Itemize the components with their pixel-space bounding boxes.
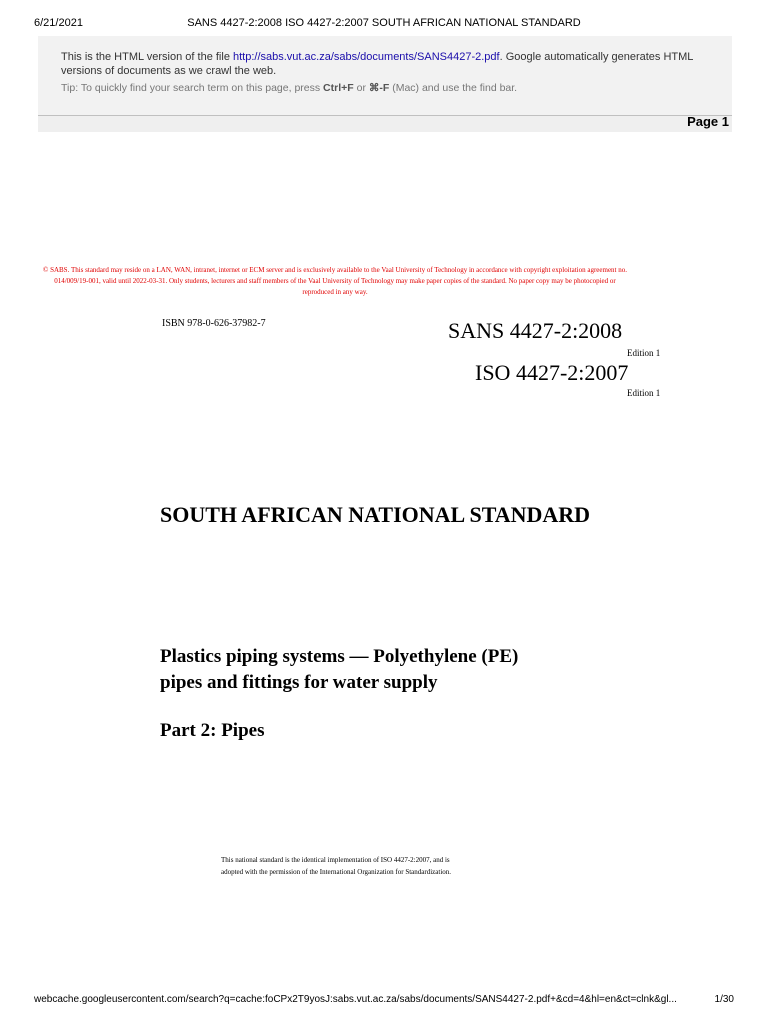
sans-number: SANS 4427-2:2008 [448, 318, 623, 343]
tip-key-cmd-f: ⌘-F [368, 82, 390, 94]
adoption-line-2: adopted with the permission of the International Organization for Standardization. [221, 868, 452, 876]
cache-banner-tip [61, 82, 517, 94]
iso-number: ISO 4427-2:2007 [475, 360, 629, 385]
tip-prefix: Tip: To quickly find your search term on this page, press [61, 82, 324, 94]
cache-banner-suffix: . Google automatically generates HTML versions of documents as we crawl the web. [61, 51, 694, 77]
adoption-statement [221, 854, 451, 878]
print-footer-url: webcache.googleusercontent.com/search?q=cache:foCPx2T9yosJ:sabs.vut.ac.za/sabs/documents/SANS4427-2.pdf+&cd=4&hl=en&ct=clnk&gl... [34, 994, 677, 1005]
print-footer-page-count: 1/30 [714, 994, 734, 1005]
adoption-line-1: This national standard is the identical implementation of ISO 4427-2:2007, and is [221, 856, 450, 864]
part-title: Part 2: Pipes [160, 720, 265, 741]
page-divider-bar [38, 115, 732, 132]
document-title [160, 644, 518, 696]
standard-type-heading: SOUTH AFRICAN NATIONAL STANDARD [160, 502, 591, 527]
tip-key-ctrl-f: Ctrl+F [323, 82, 354, 94]
print-date: 6/21/2021 [34, 17, 83, 29]
cache-banner-message [61, 50, 721, 78]
print-header-title: SANS 4427-2:2008 ISO 4427-2:2007 SOUTH AFRICAN NATIONAL STANDARD [187, 17, 581, 29]
tip-suffix: (Mac) and use the find bar. [389, 82, 518, 94]
cache-banner-prefix: This is the HTML version of the file [61, 51, 233, 63]
cache-file-link[interactable]: http://sabs.vut.ac.za/sabs/documents/SANS4427-2.pdf [233, 51, 500, 63]
document-title-line-2: pipes and fittings for water supply [160, 672, 438, 693]
page-label: Page 1 [687, 114, 729, 129]
sans-edition: Edition 1 [627, 348, 661, 358]
tip-or: or [353, 82, 369, 94]
copyright-notice: © SABS. This standard may reside on a LAN, WAN, intranet, internet or ECM server and is exclusively available to the Vaal University of Technology in accordance with copyright exploitation agreement no. 014/009/19-001, valid until 2022-03-31. Only students, lecturers and staff members of the Vaal University of Technology may make paper copies of the standard. No paper copy may be photocopied or reproduced in any way. [43, 266, 627, 296]
iso-edition: Edition 1 [627, 388, 661, 398]
isbn: ISBN 978-0-626-37982-7 [162, 318, 266, 329]
document-title-line-1: Plastics piping systems — Polyethylene (PE) [160, 646, 519, 667]
